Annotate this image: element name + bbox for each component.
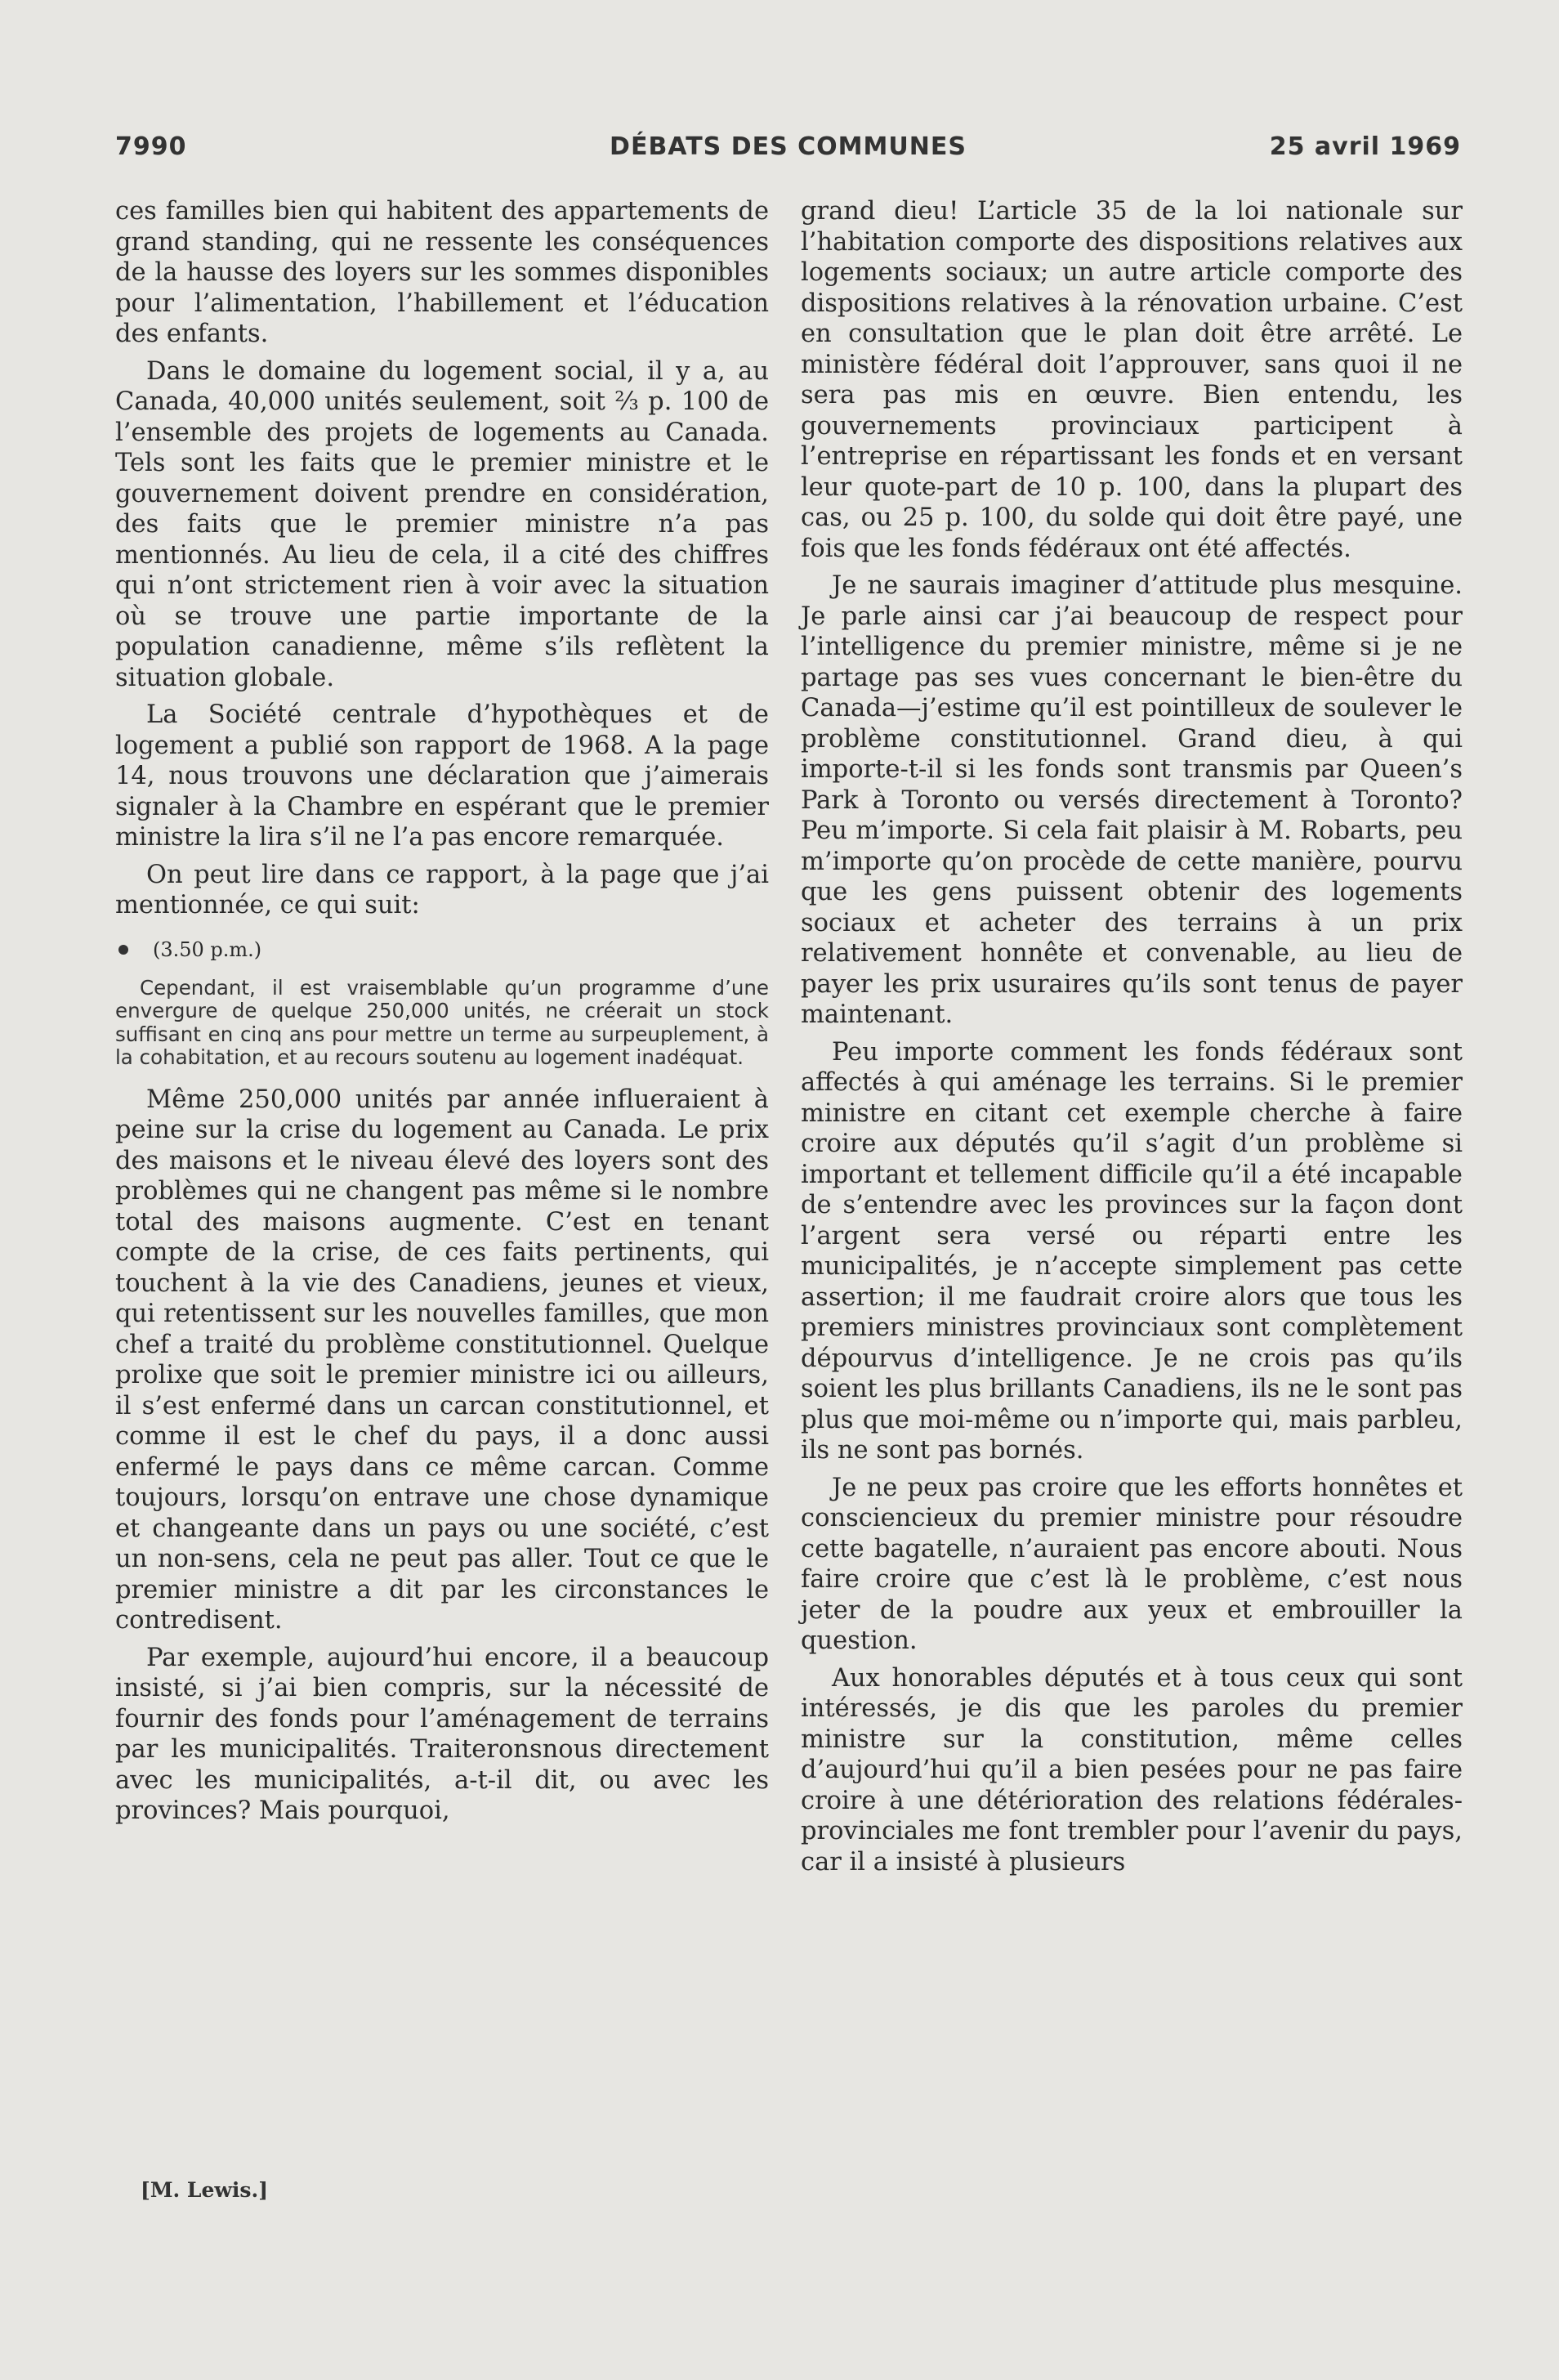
paragraph: Par exemple, aujourd’hui encore, il a beaucoup insisté, si j’ai bien compris, sur la nécessité de fournir des fonds pour l’aménagement de terrains par les municipalités. Traiteronsnous directement avec les municipalités, a-t-il dit, ou avec les provinces? Mais pourquoi, xyxy=(115,1643,769,1825)
paragraph: Dans le domaine du logement social, il y a, au Canada, 40,000 unités seulement, soit ⅔ p. 100 de l’ensemble des projets de logements au Canada. Tels sont les faits que le premier ministre et le gouvernement doivent prendre en considération, des faits que le premier ministre n’a pas mentionnés. Au lieu de cela, il a cité des chiffres qui n’ont strictement rien à voir avec la situation où se trouve une partie importante de la population canadienne, même s’ils reflètent la situation globale. xyxy=(115,356,769,692)
page-number: 7990 xyxy=(115,132,187,161)
paragraph: La Société centrale d’hypothèques et de logement a publié son rapport de 1968. A la page 14, nous trouvons une déclaration que j’aimerais signaler à la Chambre en espérant que le premier ministre la lira s’il ne l’a pas encore remarquée. xyxy=(115,700,769,852)
paragraph: Je ne peux pas croire que les efforts honnêtes et consciencieux du premier ministre pour résoudre cette bagatelle, n’auraient pas encore abouti. Nous faire croire que c’est là le problème, c’est nous jeter de la poudre aux yeux et embrouiller la question. xyxy=(801,1473,1463,1655)
paragraph: ces familles bien qui habitent des appartements de grand standing, qui ne ressente les conséquences de la hausse des loyers sur les sommes disponibles pour l’alimentation, l’habillement et l’éducation des enfants. xyxy=(115,197,769,348)
paragraph: On peut lire dans ce rapport, à la page que j’ai mentionnée, ce qui suit: xyxy=(115,860,769,919)
block-quote xyxy=(115,977,769,1070)
paragraph: Peu importe comment les fonds fédéraux sont affectés à qui aménage les terrains. Si le premier ministre en citant cet exemple cherche à faire croire aux députés qu’il s’agit d’un problème si important et tellement difficile qu’il a été incapable de s’entendre avec les provinces sur la façon dont l’argent sera versé ou réparti entre les municipalités, je n’accepte simplement pas cette assertion; il me faudrait croire alors que tous les premiers ministres provinciaux sont complètement dépourvus d’intelligence. Je ne crois pas qu’ils soient les plus brillants Canadiens, ils ne le sont pas plus que moi-même ou n’importe qui, mais parbleu, ils ne sont pas bornés. xyxy=(801,1037,1463,1465)
paragraph: Aux honorables députés et à tous ceux qui sont intéressés, je dis que les paroles du premier ministre sur la constitution, même celles d’aujourd’hui qu’il a bien pesées pour ne pas faire croire à une détérioration des relations fédérales-provinciales me font trembler pour l’avenir du pays, car il a insisté à plusieurs xyxy=(801,1663,1463,1877)
page-date: 25 avril 1969 xyxy=(1269,132,1461,161)
left-column xyxy=(115,196,769,1833)
bullet-icon xyxy=(118,945,128,955)
page-header xyxy=(115,132,1461,168)
speaker-signature: [M. Lewis.] xyxy=(141,2178,269,2202)
paragraph: Je ne saurais imaginer d’attitude plus mesquine. Je parle ainsi car j’ai beaucoup de respect pour l’intelligence du premier ministre, même si je ne partage pas ses vues concernant le bien-être du Canada—j’estime qu’il est pointilleux de soulever le problème constitutionnel. Grand dieu, à qui importe-t-il si les fonds sont transmis par Queen’s Park à Toronto ou versés directement à Toronto? Peu m’importe. Si cela fait plaisir à M. Robarts, peu m’importe qu’on procède de cette manière, pourvu que les gens puissent obtenir des logements sociaux et acheter des terrains à un prix relativement honnête et convenable, au lieu de payer les prix usuraires qu’ils sont tenus de payer maintenant. xyxy=(801,571,1463,1029)
paragraph: Même 250,000 unités par année influeraient à peine sur la crise du logement au Canada. Le prix des maisons et le niveau élevé des loyers sont des problèmes qui ne changent pas même si le nombre total des maisons augmente. C’est en tenant compte de la crise, de ces faits pertinents, qui touchent à la vie des Canadiens, jeunes et vieux, qui retentissent sur les nouvelles familles, que mon chef a traité du problème constitutionnel. Quelque prolixe que soit le premier ministre ici ou ailleurs, il s’est enfermé dans un carcan constitutionnel, et comme il est le chef du pays, il a donc aussi enfermé le pays dans ce même carcan. Comme toujours, lorsqu’on entrave une chose dynamique et changeante dans un pays ou une société, c’est un non-sens, cela ne peut pas aller. Tout ce que le premier ministre a dit par les circonstances le contredisent. xyxy=(115,1085,769,1635)
quote-text: Cependant, il est vraisemblable qu’un programme d’une envergure de quelque 250,000 unités, ne créerait un stock suffisant en cinq ans pour mettre un terme au surpeuplement, à la cohabitation, et au recours soutenu au logement inadéquat. xyxy=(115,975,769,1069)
paragraph: grand dieu! L’article 35 de la loi nationale sur l’habitation comporte des dispositions relatives aux logements sociaux; un autre article comporte des dispositions relatives à la rénovation urbaine. C’est en consultation que le plan doit être arrêté. Le ministère fédéral doit l’approuver, sans quoi il ne sera pas mis en œuvre. Bien entendu, les gouvernements provinciaux participent à l’entreprise en répartissant les fonds et en versant leur quote-part de 10 p. 100, dans la plupart des cas, ou 25 p. 100, du solde qui doit être payé, une fois que les fonds fédéraux ont été affectés. xyxy=(801,197,1463,563)
time-marker xyxy=(115,937,769,962)
time-stamp: (3.50 p.m.) xyxy=(153,937,262,961)
right-column xyxy=(801,196,1463,1884)
journal-title: DÉBATS DES COMMUNES xyxy=(610,132,967,161)
